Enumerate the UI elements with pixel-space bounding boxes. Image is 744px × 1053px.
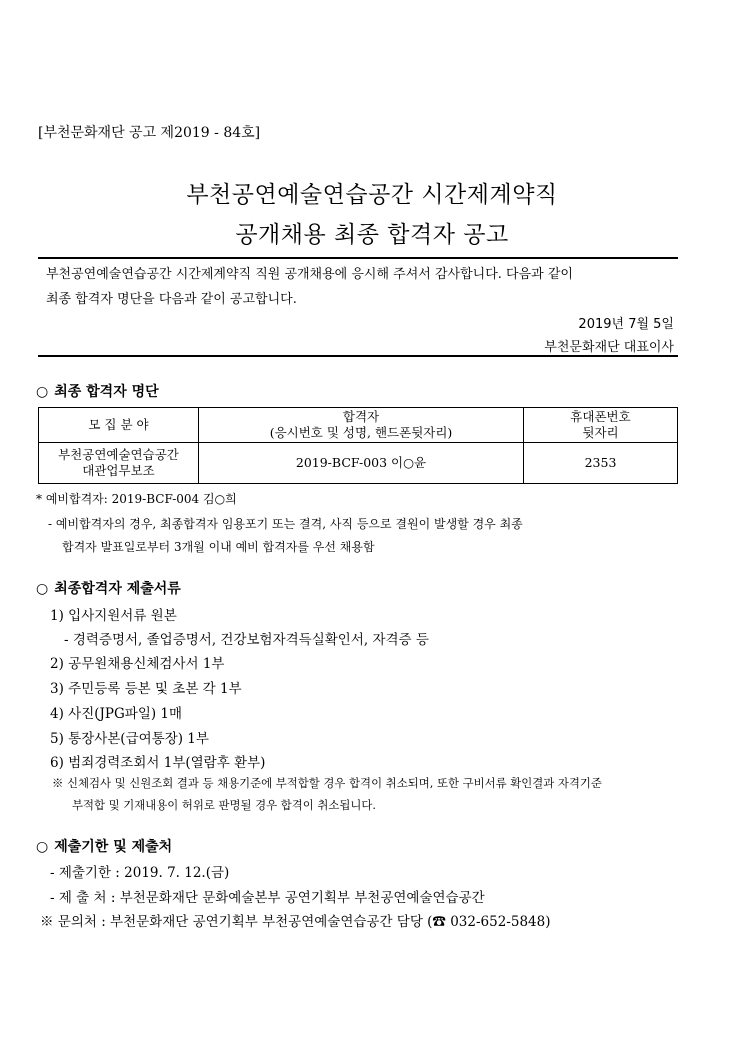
list-item: 3) 주민등록 등본 및 초본 각 1부 xyxy=(50,681,242,697)
section-bullet-icon: ○ xyxy=(36,581,49,597)
contact-info: ※ 문의처 : 부천문화재단 공연기획부 부천공연예술연습공간 담당 (☎ 032-652-5848) xyxy=(40,914,551,930)
submission-deadline: - 제출기한 : 2019. 7. 12.(금) xyxy=(50,865,230,881)
submission-place: - 제 출 처 : 부천문화재단 문화예술본부 공연기획부 부천공연예술연습공간 xyxy=(50,890,485,906)
top-rule xyxy=(38,257,678,259)
list-item: 5) 통장사본(급여통장) 1부 xyxy=(50,731,209,747)
section-submission-title: 제출기한 및 제출처 xyxy=(54,839,173,855)
list-item: 6) 범죄경력조회서 1부(열람후 환부) xyxy=(50,755,266,771)
results-table xyxy=(38,407,678,484)
section-documents-title: 최종합격자 제출서류 xyxy=(54,581,181,597)
header-applicant xyxy=(199,408,524,443)
intro-line1: 부천공연예술연습공간 시간제계약직 직원 공개채용에 응시해 주셔서 감사합니다. 다음과 같이 xyxy=(46,267,573,282)
issuer: 부천문화재단 대표이사 xyxy=(544,340,674,355)
list-item: 1) 입사지원서류 원본 xyxy=(50,608,177,624)
section-submission-heading xyxy=(36,836,172,856)
intro-line2: 최종 합격자 명단을 다음과 같이 공고합니다. xyxy=(46,292,297,307)
cell-phone: 2353 xyxy=(524,443,678,484)
table-header-row xyxy=(39,408,678,443)
cell-field xyxy=(39,443,199,484)
notice-date: 2019년 7월 5일 xyxy=(578,317,674,332)
reserve-note-line1: - 예비합격자의 경우, 최종합격자 임용포기 또는 결격, 사직 등으로 결원이 발생할 경우 최종 xyxy=(48,517,523,531)
page-title-line1: 부천공연예술연습공간 시간제계약직 xyxy=(186,182,558,208)
reserve-applicant: * 예비합격자: 2019-BCF-004 김○희 xyxy=(36,492,237,506)
section-bullet-icon: ○ xyxy=(36,384,49,400)
bottom-rule xyxy=(38,355,678,357)
section-results-title: 최종 합격자 명단 xyxy=(54,384,159,400)
cell-field-line1: 부천공연예술연습공간 xyxy=(58,447,179,462)
header-applicant-line1: 합격자 xyxy=(342,409,380,424)
list-item: 4) 사진(JPG파일) 1매 xyxy=(50,706,183,722)
section-bullet-icon: ○ xyxy=(36,839,49,855)
header-field: 모 집 분 야 xyxy=(39,408,199,443)
list-item: 2) 공무원채용신체검사서 1부 xyxy=(50,656,225,672)
documents-note-line2: 부적합 및 기재내용이 허위로 판명될 경우 합격이 취소됩니다. xyxy=(72,798,377,812)
reserve-note-line2: 합격자 발표일로부터 3개월 이내 예비 합격자를 우선 채용함 xyxy=(62,540,375,554)
list-item: - 경력증명서, 졸업증명서, 건강보험자격득실확인서, 자격증 등 xyxy=(64,632,429,648)
documents-note-line1: ※ 신체검사 및 신원조회 결과 등 채용기준에 부적합할 경우 합격이 취소되며, 또한 구비서류 확인결과 자격기준 xyxy=(52,776,602,790)
header-phone-line2: 뒷자리 xyxy=(582,425,619,440)
section-documents-heading xyxy=(36,578,181,598)
cell-field-line2: 대관업무보조 xyxy=(82,463,155,478)
header-applicant-line2: (응시번호 및 성명, 핸드폰뒷자리) xyxy=(269,425,453,440)
table-row xyxy=(39,443,678,484)
page-title-line2: 공개채용 최종 합격자 공고 xyxy=(235,222,509,248)
header-phone xyxy=(524,408,678,443)
header-phone-line1: 휴대폰번호 xyxy=(570,409,631,424)
notice-number: [부천문화재단 공고 제2019 - 84호] xyxy=(38,125,261,141)
section-results-heading xyxy=(36,381,159,401)
cell-applicant: 2019-BCF-003 이○윤 xyxy=(199,443,524,484)
